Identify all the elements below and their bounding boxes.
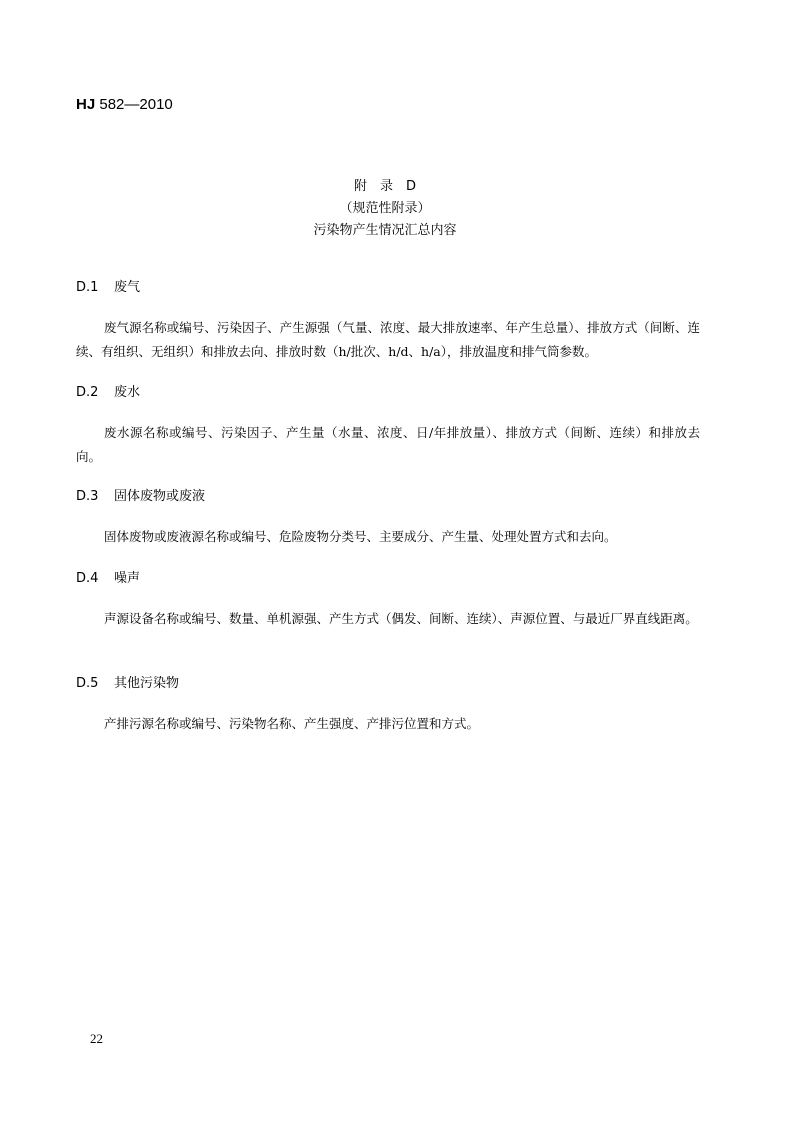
appendix-title: 附 录 D: [353, 179, 416, 194]
section-body-d3: 固体废物或废液源名称或编号、危险废物分类号、主要成分、产生量、处理处置方式和去向。: [104, 529, 617, 544]
section-number: D.2: [76, 385, 99, 400]
section-number: D.4: [76, 571, 99, 586]
section-body-d1: 废气源名称或编号、污染因子、产生源强（气量、浓度、最大排放速率、年产生总量）、排放方式（间断、连续、有组织、无组织）和排放去向、排放时数（h/批次、h/d、h/a），排放温度和排气筒参数。: [76, 320, 700, 359]
section-title: 废水: [114, 385, 141, 400]
section-body-d4: 声源设备名称或编号、数量、单机源强、产生方式（偶发、间断、连续）、声源位置、与最近厂界直线距离。: [104, 611, 698, 626]
section-title: 噪声: [114, 571, 141, 586]
section-heading-d3: [76, 488, 205, 506]
section-heading-d2: [76, 384, 140, 402]
section-title: 固体废物或废液: [114, 489, 206, 504]
standard-number: 582—2010: [99, 96, 173, 113]
section-heading-d4: [76, 570, 140, 588]
appendix-title-block: [0, 176, 770, 242]
appendix-subtitle: 污染物产生情况汇总内容: [313, 223, 457, 238]
section-number: D.5: [76, 676, 99, 691]
section-number: D.3: [76, 489, 99, 504]
section-heading-d1: [76, 279, 140, 297]
page-number: 22: [90, 1031, 103, 1046]
section-heading-d5: [76, 675, 179, 693]
appendix-type: （规范性附录）: [339, 201, 431, 216]
section-number: D.1: [76, 280, 99, 295]
standard-code: HJ: [76, 96, 96, 113]
section-body-d5: 产排污源名称或编号、污染物名称、产生强度、产排污位置和方式。: [104, 716, 480, 731]
section-title: 其他污染物: [114, 676, 180, 691]
section-body-d2: 废水源名称或编号、污染因子、产生量（水量、浓度、日/年排放量）、排放方式（间断、连续）和排放去向。: [76, 425, 700, 464]
section-title: 废气: [114, 280, 141, 295]
document-header: [76, 95, 173, 115]
